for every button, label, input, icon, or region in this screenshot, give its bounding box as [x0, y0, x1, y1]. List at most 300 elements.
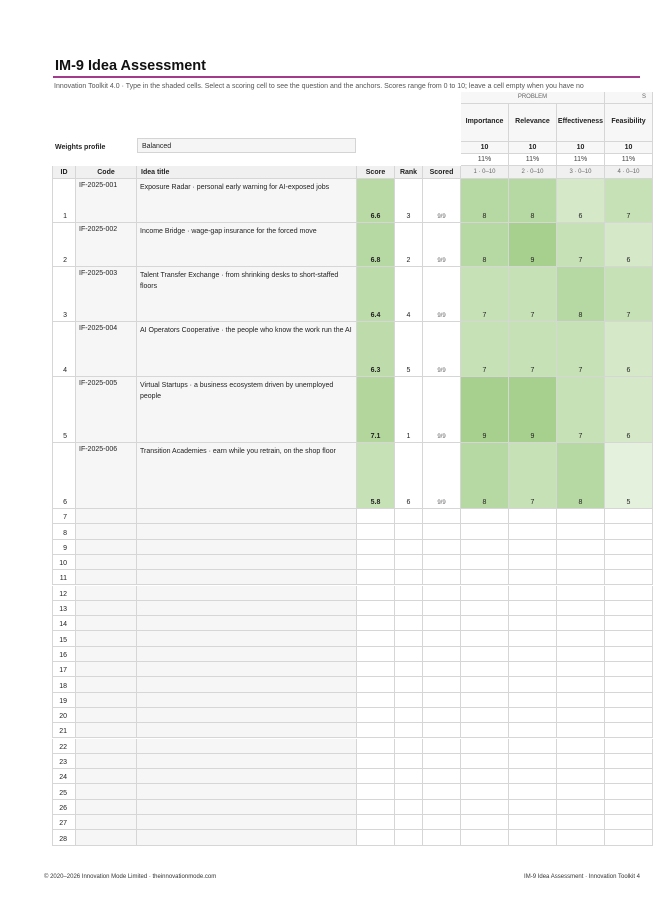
empty-row-cell[interactable]	[461, 662, 509, 677]
empty-row-cell[interactable]	[461, 708, 509, 723]
empty-row-cell	[357, 509, 395, 524]
idea-title-input[interactable]	[137, 179, 357, 223]
empty-row-cell	[357, 800, 395, 815]
score-input-importance[interactable]	[461, 443, 509, 509]
empty-row-cell[interactable]	[76, 784, 137, 799]
empty-row-cell[interactable]	[557, 586, 605, 601]
empty-row-cell[interactable]	[509, 509, 557, 524]
weight-value: 10	[480, 144, 489, 151]
empty-row-cell[interactable]	[509, 570, 557, 585]
empty-row-cell[interactable]	[137, 739, 357, 754]
empty-row-cell	[423, 570, 461, 585]
empty-row-id	[52, 647, 76, 662]
empty-row-cell[interactable]	[76, 739, 137, 754]
empty-row-cell	[395, 601, 423, 616]
idea-id	[52, 267, 76, 322]
criterion-score: 6	[578, 213, 583, 220]
empty-row-cell	[357, 815, 395, 830]
empty-row-cell[interactable]	[76, 586, 137, 601]
empty-row-cell	[423, 723, 461, 738]
empty-row-cell[interactable]	[605, 509, 653, 524]
empty-row-cell	[357, 708, 395, 723]
empty-row-cell[interactable]	[605, 754, 653, 769]
empty-row-cell[interactable]	[557, 555, 605, 570]
empty-row-cell[interactable]	[137, 815, 357, 830]
score-input-relevance[interactable]	[509, 377, 557, 443]
empty-row-cell[interactable]	[557, 570, 605, 585]
empty-row-cell[interactable]	[509, 616, 557, 631]
empty-row-cell[interactable]	[76, 677, 137, 692]
id-value: 25	[59, 789, 67, 797]
empty-row-cell[interactable]	[605, 769, 653, 784]
empty-row-cell[interactable]	[605, 662, 653, 677]
title-value: Transition Academies · earn while you retrain, on the shop floor	[140, 448, 336, 455]
empty-row-cell[interactable]	[76, 524, 137, 539]
empty-row-cell[interactable]	[557, 800, 605, 815]
empty-row-cell[interactable]	[557, 540, 605, 555]
empty-row-cell[interactable]	[509, 647, 557, 662]
criterion-weight-percent	[557, 154, 605, 166]
criterion-score: 7	[482, 312, 487, 319]
empty-row-cell[interactable]	[509, 693, 557, 708]
empty-row-cell[interactable]	[605, 586, 653, 601]
empty-row-cell[interactable]	[509, 723, 557, 738]
empty-row-cell[interactable]	[137, 693, 357, 708]
empty-row-cell[interactable]	[137, 570, 357, 585]
empty-row-cell[interactable]	[509, 631, 557, 646]
column-header-scored	[423, 166, 461, 179]
empty-row-cell	[423, 784, 461, 799]
empty-row-cell[interactable]	[605, 784, 653, 799]
empty-row-cell[interactable]	[137, 769, 357, 784]
empty-row-cell[interactable]	[461, 601, 509, 616]
empty-row-cell[interactable]	[461, 830, 509, 845]
scale-label: 4 · 0–10	[617, 169, 640, 175]
empty-row-cell[interactable]	[461, 616, 509, 631]
criterion-name	[461, 104, 509, 142]
empty-row-cell[interactable]	[137, 708, 357, 723]
weight-value: 10	[576, 144, 585, 151]
empty-row-cell[interactable]	[605, 815, 653, 830]
empty-row-cell[interactable]	[137, 784, 357, 799]
empty-row-cell[interactable]	[137, 800, 357, 815]
empty-row-cell	[357, 586, 395, 601]
empty-row-cell[interactable]	[509, 540, 557, 555]
empty-row-id	[52, 570, 76, 585]
title-value: AI Operators Cooperative · the people who know the work run the AI	[140, 327, 352, 334]
empty-row-id	[52, 739, 76, 754]
criterion-score: 6	[626, 257, 631, 264]
empty-row-cell[interactable]	[509, 708, 557, 723]
criteria-group-problem	[461, 92, 605, 104]
empty-row-cell[interactable]	[461, 586, 509, 601]
empty-row-cell[interactable]	[137, 555, 357, 570]
idea-rank	[395, 377, 423, 443]
empty-row-cell[interactable]	[509, 815, 557, 830]
empty-row-cell	[357, 739, 395, 754]
empty-row-cell[interactable]	[137, 723, 357, 738]
empty-row-cell	[395, 555, 423, 570]
empty-row-cell	[395, 693, 423, 708]
empty-row-cell[interactable]	[605, 708, 653, 723]
empty-row-cell	[357, 524, 395, 539]
empty-row-cell[interactable]	[557, 739, 605, 754]
empty-row-cell[interactable]	[605, 830, 653, 845]
empty-row-cell[interactable]	[557, 616, 605, 631]
empty-row-cell[interactable]	[605, 723, 653, 738]
empty-row-cell[interactable]	[605, 524, 653, 539]
id-value: 6	[63, 499, 67, 506]
empty-row-cell[interactable]	[461, 555, 509, 570]
weights-profile-input[interactable]: Balanced	[137, 138, 356, 153]
idea-title-input[interactable]	[137, 443, 357, 509]
empty-row-cell[interactable]	[509, 830, 557, 845]
empty-row-cell	[357, 723, 395, 738]
id-value: 12	[59, 590, 67, 598]
idea-id	[52, 377, 76, 443]
empty-row-cell[interactable]	[509, 769, 557, 784]
empty-row-cell[interactable]	[605, 800, 653, 815]
empty-row-cell[interactable]	[509, 601, 557, 616]
idea-code-input[interactable]	[76, 377, 137, 443]
empty-row-cell[interactable]	[137, 830, 357, 845]
score-input-effectiveness[interactable]	[557, 179, 605, 223]
empty-row-cell[interactable]	[509, 739, 557, 754]
empty-row-id	[52, 616, 76, 631]
empty-row-cell[interactable]	[461, 509, 509, 524]
empty-row-cell[interactable]	[557, 631, 605, 646]
empty-row-cell[interactable]	[557, 662, 605, 677]
empty-row-id	[52, 555, 76, 570]
score-input-feasibility[interactable]	[605, 267, 653, 322]
empty-row-cell[interactable]	[605, 647, 653, 662]
score-input-importance[interactable]	[461, 377, 509, 443]
rank-value: 3	[406, 213, 411, 220]
idea-rank	[395, 179, 423, 223]
empty-row-cell[interactable]	[76, 631, 137, 646]
id-value: 15	[59, 636, 67, 644]
empty-row-cell[interactable]	[605, 570, 653, 585]
id-value: 14	[59, 621, 67, 629]
empty-row-cell	[357, 769, 395, 784]
id-value: 7	[63, 514, 67, 522]
score-value: 6.8	[370, 257, 381, 264]
empty-row-cell[interactable]	[137, 754, 357, 769]
empty-row-cell[interactable]	[605, 555, 653, 570]
empty-row-cell[interactable]	[76, 754, 137, 769]
code-value: IF-2025-006	[79, 446, 118, 453]
empty-row-cell[interactable]	[557, 524, 605, 539]
empty-row-cell[interactable]	[76, 647, 137, 662]
empty-row-cell[interactable]	[461, 677, 509, 692]
empty-row-id	[52, 586, 76, 601]
criterion-name	[509, 104, 557, 142]
criterion-score: 7	[530, 367, 535, 374]
idea-score	[357, 443, 395, 509]
empty-row-cell[interactable]	[605, 739, 653, 754]
empty-row-cell[interactable]	[76, 769, 137, 784]
empty-row-cell[interactable]	[557, 647, 605, 662]
idea-title-input[interactable]	[137, 223, 357, 267]
criterion-score: 6	[626, 433, 631, 440]
score-input-effectiveness[interactable]	[557, 267, 605, 322]
column-header-rank	[395, 166, 423, 179]
empty-row-cell[interactable]	[461, 524, 509, 539]
empty-row-cell[interactable]	[461, 570, 509, 585]
criterion-score: 9	[482, 433, 487, 440]
empty-row-cell[interactable]	[76, 830, 137, 845]
empty-row-cell[interactable]	[605, 601, 653, 616]
empty-row-cell[interactable]	[461, 769, 509, 784]
id-value: 16	[59, 651, 67, 659]
criterion-score: 8	[482, 257, 487, 264]
score-input-feasibility[interactable]	[605, 377, 653, 443]
id-value: 18	[59, 682, 67, 690]
empty-row-cell[interactable]	[509, 754, 557, 769]
id-value: 3	[63, 312, 67, 319]
empty-row-cell	[423, 524, 461, 539]
empty-row-cell	[357, 677, 395, 692]
empty-row-cell[interactable]	[461, 693, 509, 708]
criterion-scale	[605, 166, 653, 179]
empty-row-cell	[357, 754, 395, 769]
empty-row-cell[interactable]	[137, 647, 357, 662]
criterion-scale	[557, 166, 605, 179]
score-input-relevance[interactable]	[509, 223, 557, 267]
empty-row-cell[interactable]	[461, 800, 509, 815]
score-input-relevance[interactable]	[509, 322, 557, 377]
empty-row-cell	[357, 662, 395, 677]
empty-row-cell[interactable]	[557, 693, 605, 708]
idea-rank	[395, 322, 423, 377]
idea-title-input[interactable]	[137, 322, 357, 377]
empty-row-cell[interactable]	[557, 708, 605, 723]
empty-row-cell[interactable]	[605, 693, 653, 708]
empty-row-cell[interactable]	[557, 784, 605, 799]
idea-id	[52, 179, 76, 223]
empty-row-cell	[395, 830, 423, 845]
empty-row-cell[interactable]	[509, 524, 557, 539]
criterion-score: 7	[530, 499, 535, 506]
empty-row-cell[interactable]	[137, 677, 357, 692]
empty-row-cell[interactable]	[76, 540, 137, 555]
scored-value: 9/9	[437, 258, 446, 264]
empty-row-cell	[357, 555, 395, 570]
criterion-label: Feasibility	[611, 118, 646, 125]
empty-row-cell[interactable]	[137, 509, 357, 524]
empty-row-cell[interactable]	[461, 739, 509, 754]
empty-row-cell	[395, 540, 423, 555]
empty-row-cell[interactable]	[557, 509, 605, 524]
empty-row-cell[interactable]	[461, 647, 509, 662]
score-input-relevance[interactable]	[509, 179, 557, 223]
idea-rank	[395, 443, 423, 509]
empty-row-cell[interactable]	[461, 631, 509, 646]
empty-row-cell[interactable]	[76, 616, 137, 631]
empty-row-cell	[423, 769, 461, 784]
idea-title-input[interactable]	[137, 377, 357, 443]
empty-row-cell[interactable]	[76, 601, 137, 616]
empty-row-cell[interactable]	[76, 815, 137, 830]
instructions-text: Innovation Toolkit 4.0 · Type in the shaded cells. Select a scoring cell to see the question and the anchors. Scores range from 0 to 10; leave a cell empty when you have no	[54, 83, 584, 90]
title-value: Virtual Startups · a business ecosystem driven by unemployed people	[140, 382, 334, 400]
criterion-weight-input[interactable]	[461, 142, 509, 154]
id-value: 28	[59, 835, 67, 843]
criterion-weight-input[interactable]	[557, 142, 605, 154]
empty-row-cell[interactable]	[76, 800, 137, 815]
empty-row-cell[interactable]	[137, 540, 357, 555]
empty-row-cell	[423, 601, 461, 616]
score-input-importance[interactable]	[461, 322, 509, 377]
empty-row-cell[interactable]	[461, 723, 509, 738]
empty-row-cell[interactable]	[76, 555, 137, 570]
empty-row-cell	[395, 815, 423, 830]
empty-row-cell[interactable]	[509, 800, 557, 815]
criterion-weight-input[interactable]	[605, 142, 653, 154]
idea-score	[357, 377, 395, 443]
scored-value: 9/9	[437, 434, 446, 440]
idea-code-input[interactable]	[76, 223, 137, 267]
score-input-feasibility[interactable]	[605, 179, 653, 223]
empty-row-cell[interactable]	[605, 677, 653, 692]
empty-row-cell	[395, 754, 423, 769]
assessment-sheet	[52, 92, 646, 852]
score-input-feasibility[interactable]	[605, 322, 653, 377]
empty-row-cell	[423, 616, 461, 631]
code-value: IF-2025-003	[79, 270, 118, 277]
id-value: 17	[59, 667, 67, 675]
empty-row-cell[interactable]	[605, 616, 653, 631]
empty-row-cell[interactable]	[509, 677, 557, 692]
percent-value: 11%	[621, 156, 636, 163]
idea-score	[357, 322, 395, 377]
empty-row-cell[interactable]	[137, 586, 357, 601]
idea-code-input[interactable]	[76, 179, 137, 223]
empty-row-cell[interactable]	[76, 662, 137, 677]
empty-row-cell[interactable]	[76, 509, 137, 524]
empty-row-cell[interactable]	[605, 540, 653, 555]
idea-score	[357, 179, 395, 223]
empty-row-cell	[395, 647, 423, 662]
empty-row-cell[interactable]	[509, 586, 557, 601]
score-input-effectiveness[interactable]	[557, 377, 605, 443]
score-input-importance[interactable]	[461, 179, 509, 223]
empty-row-cell[interactable]	[605, 631, 653, 646]
empty-row-cell	[357, 601, 395, 616]
code-value: IF-2025-004	[79, 325, 118, 332]
idea-code-input[interactable]	[76, 267, 137, 322]
criterion-score: 5	[626, 499, 631, 506]
criterion-score: 8	[578, 312, 583, 319]
empty-row-cell[interactable]	[76, 570, 137, 585]
empty-row-cell[interactable]	[557, 830, 605, 845]
header-label: Rank	[399, 169, 418, 176]
empty-row-cell	[423, 815, 461, 830]
empty-row-cell[interactable]	[461, 540, 509, 555]
criterion-score: 9	[530, 257, 535, 264]
empty-row-id	[52, 754, 76, 769]
idea-score	[357, 267, 395, 322]
idea-id	[52, 322, 76, 377]
empty-row-cell[interactable]	[557, 754, 605, 769]
score-input-importance[interactable]	[461, 267, 509, 322]
empty-row-cell[interactable]	[76, 708, 137, 723]
score-input-effectiveness[interactable]	[557, 223, 605, 267]
empty-row-cell[interactable]	[509, 555, 557, 570]
empty-row-cell	[395, 800, 423, 815]
empty-row-cell[interactable]	[461, 784, 509, 799]
empty-row-cell[interactable]	[509, 784, 557, 799]
empty-row-cell[interactable]	[557, 769, 605, 784]
score-input-feasibility[interactable]	[605, 223, 653, 267]
score-value: 6.4	[370, 312, 381, 319]
score-input-feasibility[interactable]	[605, 443, 653, 509]
empty-row-cell	[357, 830, 395, 845]
empty-row-cell[interactable]	[557, 815, 605, 830]
empty-row-cell[interactable]	[76, 693, 137, 708]
empty-row-id	[52, 601, 76, 616]
empty-row-cell[interactable]	[461, 754, 509, 769]
empty-row-cell[interactable]	[509, 662, 557, 677]
id-value: 27	[59, 820, 67, 828]
id-value: 2	[63, 257, 67, 264]
empty-row-cell[interactable]	[461, 815, 509, 830]
criterion-weight-input[interactable]	[509, 142, 557, 154]
empty-row-cell[interactable]	[557, 723, 605, 738]
empty-row-cell	[395, 723, 423, 738]
header-label: Idea title	[141, 169, 170, 176]
empty-row-cell[interactable]	[137, 631, 357, 646]
group-label: S	[641, 94, 646, 100]
score-input-effectiveness[interactable]	[557, 443, 605, 509]
idea-code-input[interactable]	[76, 322, 137, 377]
rank-value: 1	[406, 433, 411, 440]
empty-row-cell[interactable]	[557, 677, 605, 692]
empty-row-cell[interactable]	[76, 723, 137, 738]
rank-value: 4	[406, 312, 411, 319]
empty-row-cell	[423, 647, 461, 662]
empty-row-id	[52, 524, 76, 539]
empty-row-id	[52, 784, 76, 799]
group-label: PROBLEM	[517, 94, 548, 100]
score-input-relevance[interactable]	[509, 267, 557, 322]
empty-row-cell	[423, 677, 461, 692]
empty-row-cell[interactable]	[137, 524, 357, 539]
criterion-label: Importance	[465, 118, 504, 125]
idea-scored	[423, 443, 461, 509]
idea-code-input[interactable]	[76, 443, 137, 509]
empty-row-cell[interactable]	[137, 662, 357, 677]
empty-row-id	[52, 708, 76, 723]
empty-row-cell[interactable]	[137, 601, 357, 616]
empty-row-cell[interactable]	[557, 601, 605, 616]
score-input-importance[interactable]	[461, 223, 509, 267]
empty-row-id	[52, 723, 76, 738]
criterion-score: 8	[578, 499, 583, 506]
title-value: Talent Transfer Exchange · from shrinking desks to short-staffed floors	[140, 272, 339, 290]
empty-row-id	[52, 830, 76, 845]
idea-title-input[interactable]	[137, 267, 357, 322]
scale-label: 2 · 0–10	[521, 169, 544, 175]
idea-score	[357, 223, 395, 267]
empty-row-cell[interactable]	[137, 616, 357, 631]
score-input-effectiveness[interactable]	[557, 322, 605, 377]
score-input-relevance[interactable]	[509, 443, 557, 509]
empty-row-id	[52, 540, 76, 555]
rank-value: 2	[406, 257, 411, 264]
rank-value: 5	[406, 367, 411, 374]
empty-row-cell	[395, 784, 423, 799]
